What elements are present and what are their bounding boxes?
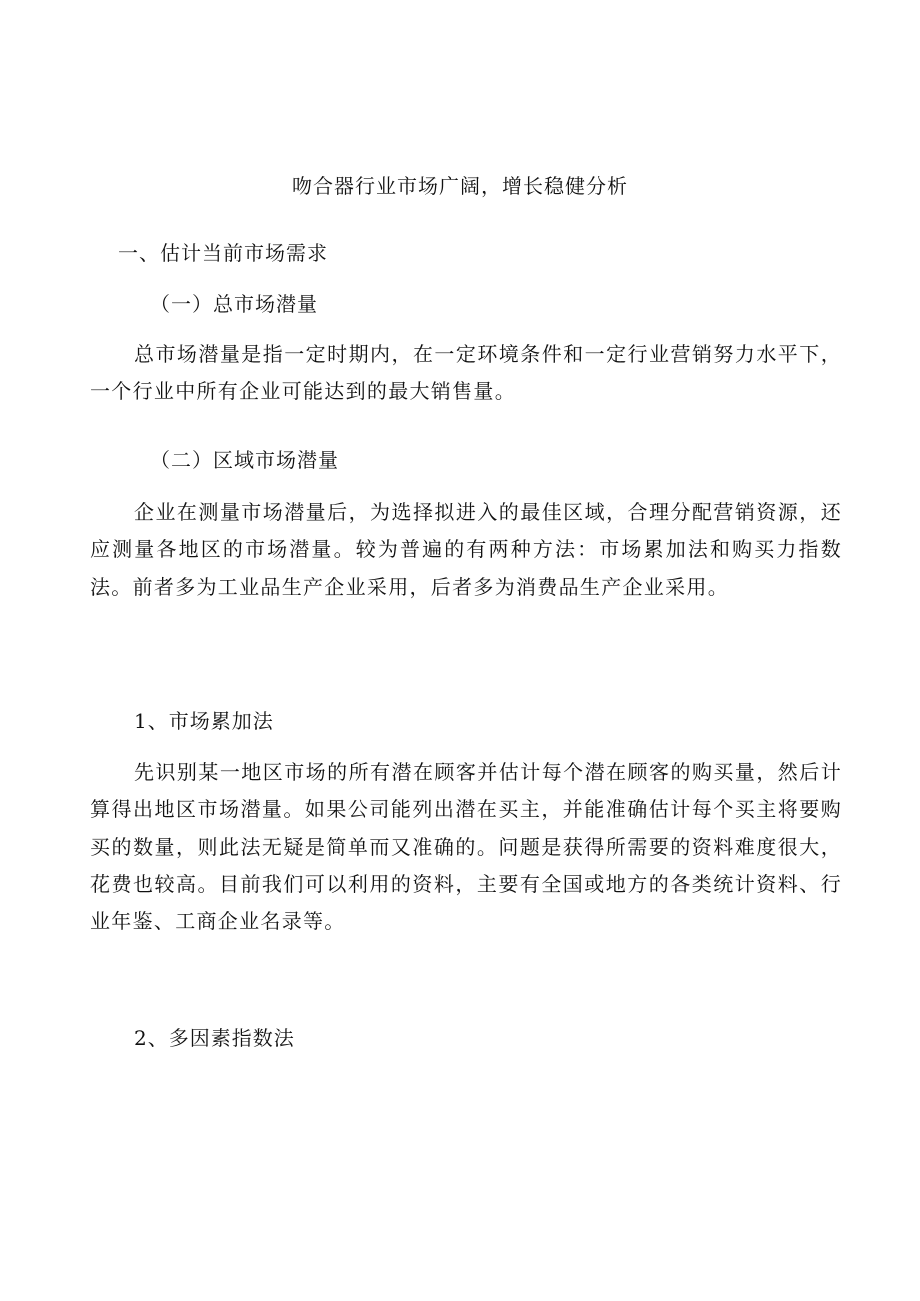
document-title: 吻合器行业市场广阔，增长稳健分析 xyxy=(292,174,628,198)
section-heading-1: 一、估计当前市场需求 xyxy=(118,241,328,265)
subsection-heading-total-potential: （一）总市场潜量 xyxy=(150,292,318,316)
subsection-heading-regional-potential: （二）区域市场潜量 xyxy=(150,448,339,472)
paragraph-regional-potential: 企业在测量市场潜量后，为选择拟进入的最佳区域，合理分配营销资源，还应测量各地区的市场潜量。较为普遍的有两种方法：市场累加法和购买力指数法。前者多为工业品生产企业采用，后者多为消费品生产企业采用。 xyxy=(90,500,842,599)
paragraph-market-accumulation: 先识别某一地区市场的所有潜在顾客并估计每个潜在顾客的购买量，然后计算得出地区市场潜量。如果公司能列出潜在买主，并能准确估计每个买主将要购买的数量，则此法无疑是简单而又准确的。问题是获得所需要的资料难度很大，花费也较高。目前我们可以利用的资料，主要有全国或地方的各类统计资料、行业年鉴、工商企业名录等。 xyxy=(90,760,842,934)
method-heading-multi-factor-index: 2、多因素指数法 xyxy=(134,1026,295,1050)
method-heading-market-accumulation: 1、市场累加法 xyxy=(134,709,274,733)
paragraph-total-potential: 总市场潜量是指一定时期内，在一定环境条件和一定行业营销努力水平下，一个行业中所有企业可能达到的最大销售量。 xyxy=(90,342,842,404)
